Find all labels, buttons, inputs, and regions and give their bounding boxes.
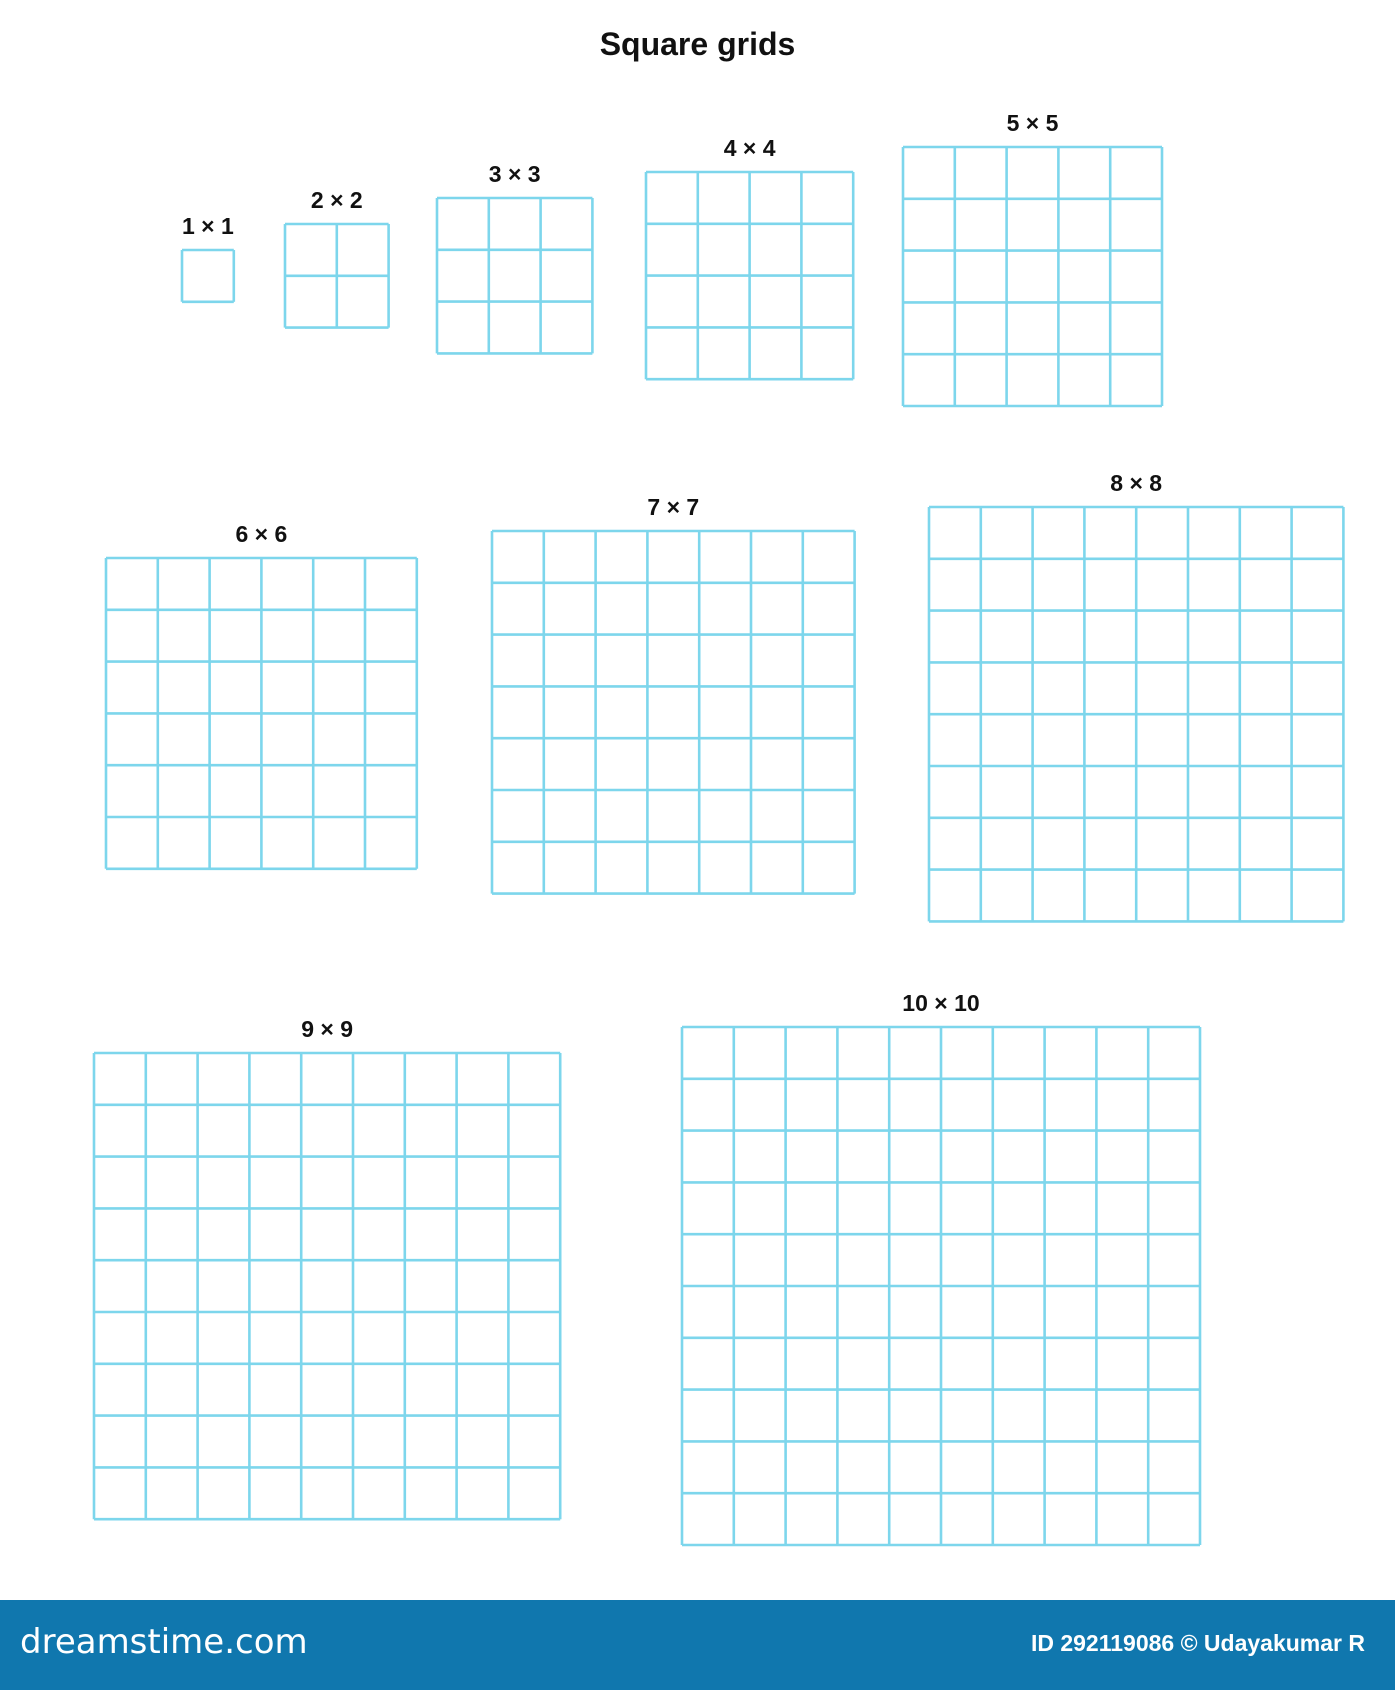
- grid-6x6: [106, 521, 417, 869]
- grid-label: 2 × 2: [310, 187, 363, 213]
- grid-label: 8 × 8: [1110, 470, 1163, 496]
- grid-label: 7 × 7: [647, 494, 700, 520]
- grid-label: 4 × 4: [723, 135, 776, 161]
- grid-label: 1 × 1: [182, 213, 234, 239]
- grid-label: 5 × 5: [1006, 110, 1059, 136]
- grid-1x1: [182, 213, 234, 302]
- grid-7x7: [492, 494, 855, 894]
- grid-label: 10 × 10: [902, 990, 980, 1016]
- grid-3x3: [437, 161, 592, 353]
- grid-label: 6 × 6: [235, 521, 288, 547]
- grid-10x10: [682, 990, 1200, 1545]
- image-credit: ID 292119086 © Udayakumar R: [1030, 1630, 1365, 1656]
- grid-label: 9 × 9: [301, 1016, 353, 1042]
- grid-8x8: [929, 470, 1343, 921]
- grid-5x5: [903, 110, 1162, 406]
- page-title: Square grids: [599, 26, 796, 62]
- footer-bar: [0, 1600, 1395, 1690]
- grid-9x9: [94, 1016, 560, 1519]
- grid-label: 3 × 3: [488, 161, 541, 187]
- grid-2x2: [285, 187, 389, 328]
- dreamstime-logo: dreamstime.com: [20, 1622, 308, 1662]
- grid-4x4: [646, 135, 853, 379]
